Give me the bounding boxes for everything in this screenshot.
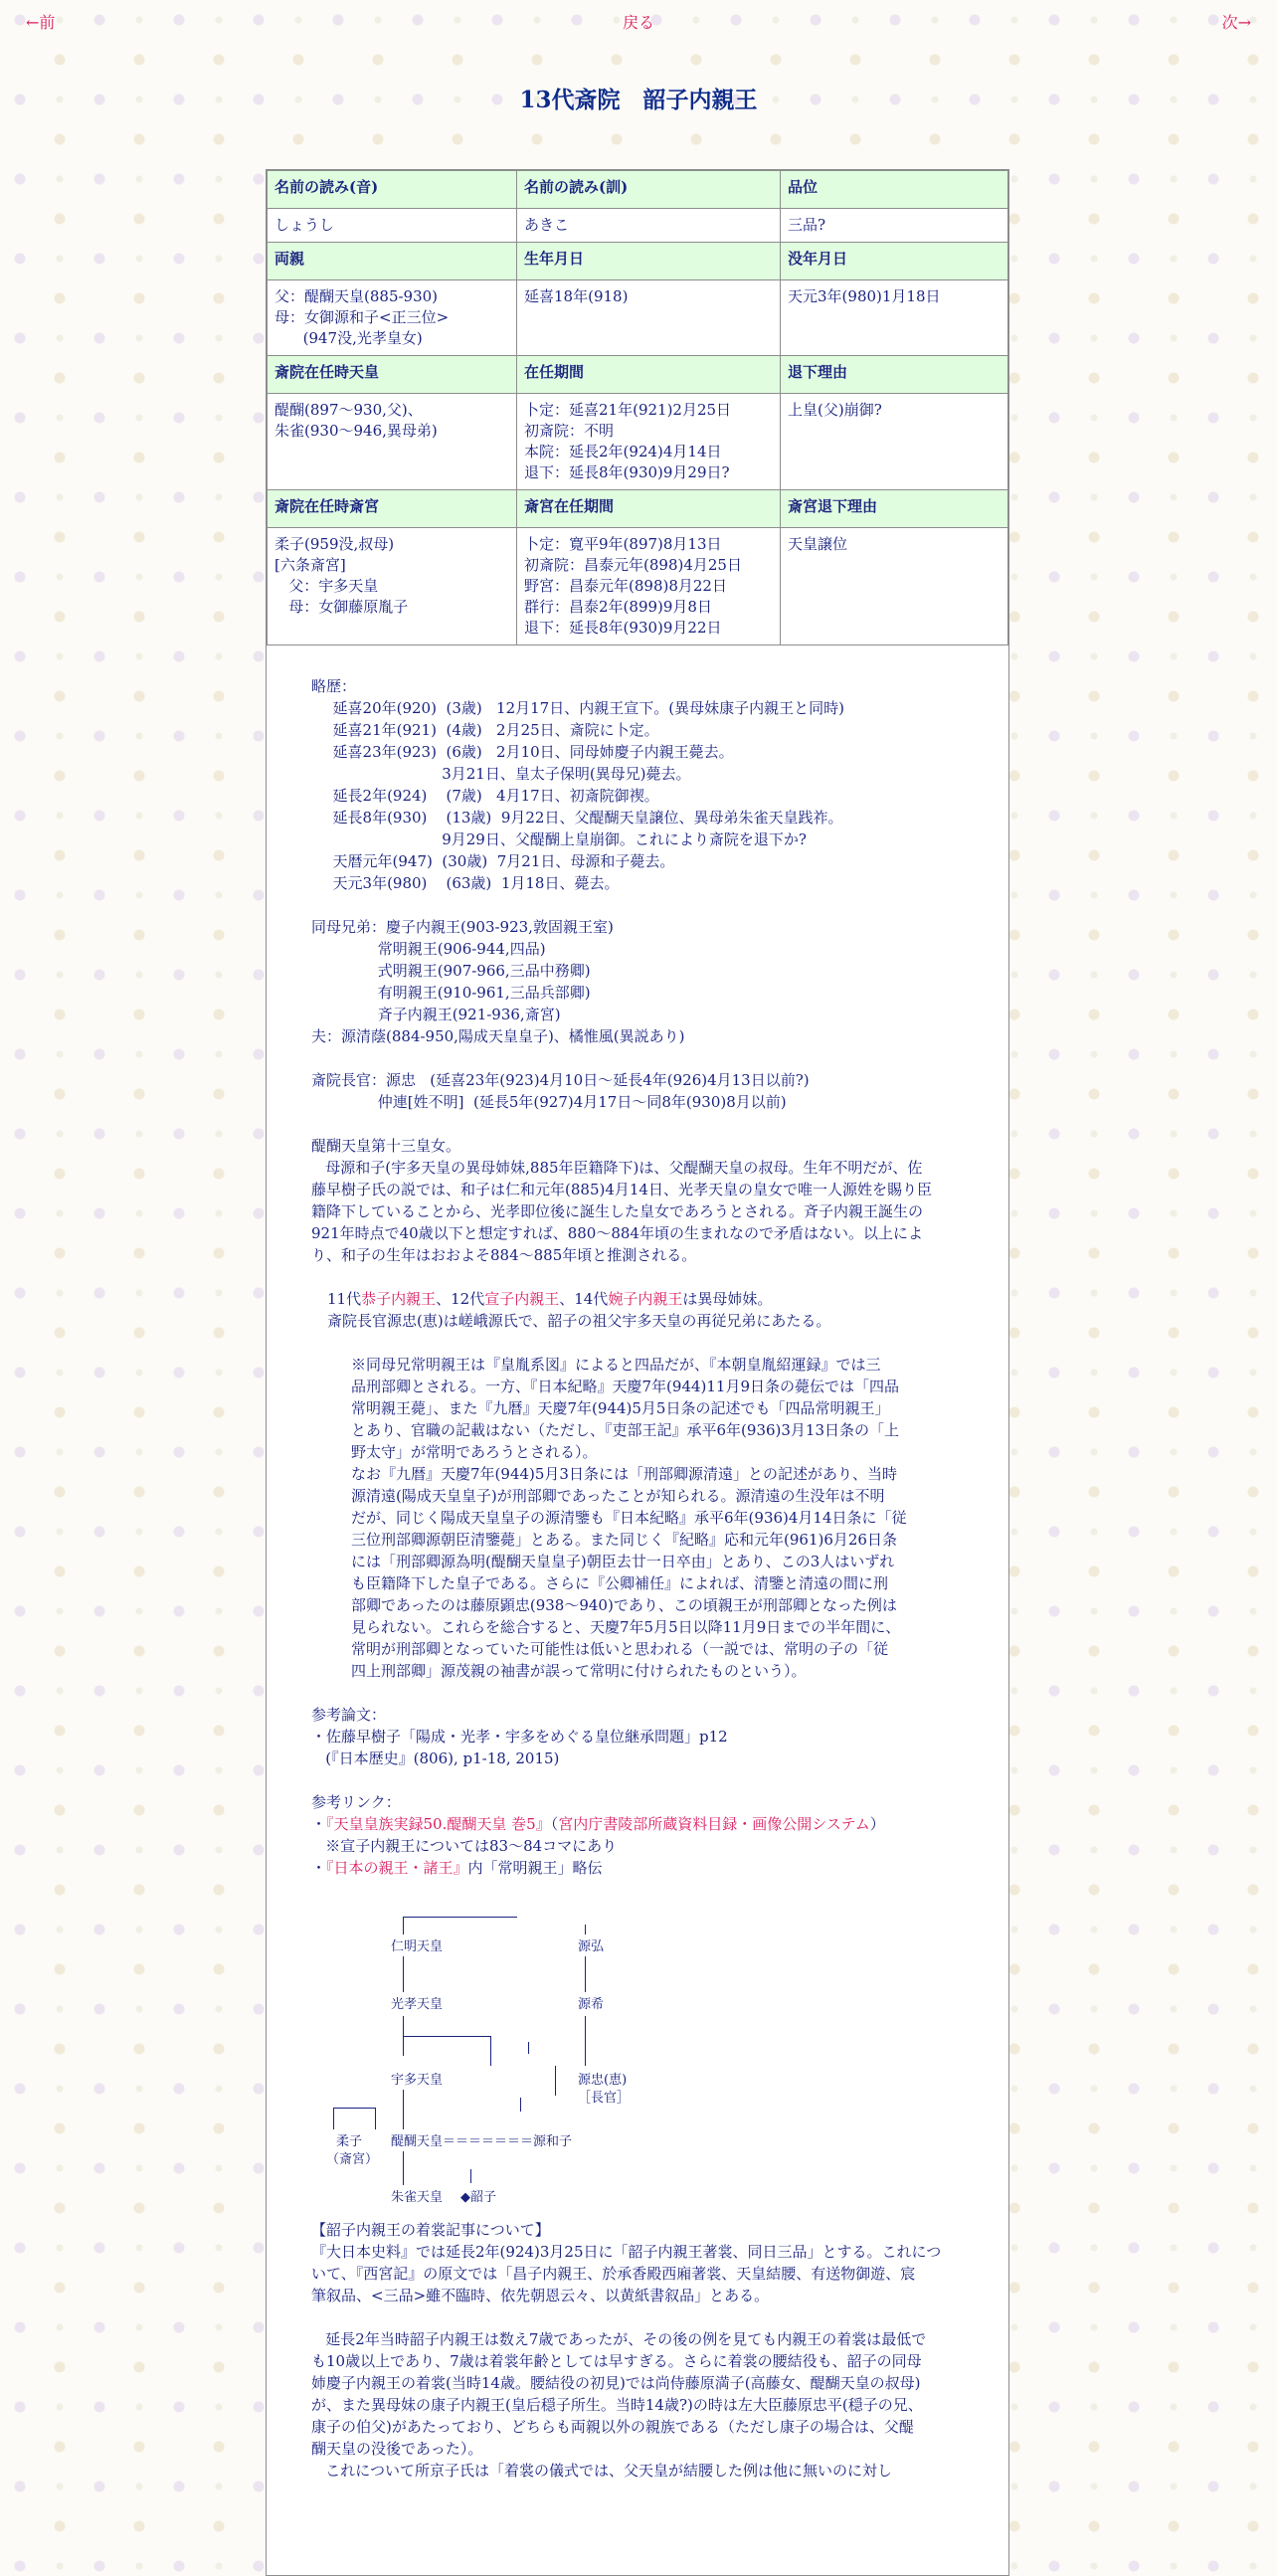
table-row [268,280,1008,356]
sibling-line: 夫：源清蔭(884-950,陽成天皇皇子)、橘惟風(異説あり) [311,1027,685,1045]
mogi-line: 『大日本史料』では延長2年(924)3月25日に「韶子内親王著裳、同日三品」とする。これにつ [311,2243,942,2261]
link-shinnou[interactable]: 『日本の親王・諸王』 [326,1859,468,1877]
sibling-line: 常明親王(906-944,四品) [311,940,546,958]
mogi-line: 筆叙品、<三品>雖不臨時、依先朝恩云々、以黄紙書叙品」とある。 [311,2287,770,2304]
links-heading: 参考リンク： [311,1793,401,1811]
link-note: ※宣子内親王については83～84コマにあり [311,1837,618,1855]
table-header-cell: 名前の読み(訓) [517,171,781,209]
tree-daigo: 醍醐天皇＝＝＝＝＝＝＝源和子 [391,2134,573,2149]
tree-shoushi: ◆韶子 [460,2190,496,2205]
table-header-cell: 斎宮在任期間 [517,490,781,528]
tree-genkou: 源弘 [578,1939,605,1954]
history-line: 延喜23年(923) (6歳) 2月10日、同母姉慶子内親王薨去。 [323,743,734,761]
bio-line: 籍降下していることから、光孝即位後に誕生した皇女であろうとされる。斉子内親王誕生の [311,1202,924,1220]
ref-line: (『日本歴史』(806), p1-18, 2015) [311,1749,560,1767]
main-text: 略歴： 延喜20年(920) (3歳) 12月17日、内親王宣下。(異母妹康子内親王と同時) 延喜21年(921) (4歳) 2月25日、斎院に卜定。 延喜23年(923) (6歳) 2月10日、同母姉慶子内親王薨去。 3月21日、皇太子保明(異母兄)薨去。 延長2年(924) (7歳) 4月17日、初斎院御禊。 延長8年(930) (13歳) 9月22日、父醍醐天皇譲位、異母弟朱雀天皇践祚。 9月29日、父醍醐上皇崩御。これにより斎院を退下か? 天暦元年(947) (30歳) 7月21日、母源和子薨去。 天元3年(980) (63歳) 1月18日、薨去。 同母兄弟：慶子内親王(903-923,敦固親王室) 常明親王(906-944,四品) 式明親王(907-966,三品中務卿) 有明親王(910-961,三品兵部卿) 斉子内親王(921-936,斎宮) 夫：源清蔭(884-950,陽成天皇皇子)、橘惟風(異説あり) 斎院長官：源忠 (延喜23年(923)4月10日～延長4年(926)4月13日以前?) 仲連[姓不明] (延長5年(927)4月17日～同8年(930)8月以前) 醍醐天皇第十三皇女。 母源和子(宇多天皇の異母姉妹,885年臣籍降下)は、父醍醐天皇の叔母。生年不明だが、佐 藤早樹子氏の説では、和子は仁和元年(885)4月14日、光孝天皇の皇女で唯一人源姓を賜り臣 籍降下していることから、光孝即位後に誕生した皇女であろうとされる。斉子内親王誕生の 921年時点で40歳以下と想定すれば、880～884年頃の生まれなので矛盾はない。以上によ り、和子の生年はおおよそ884～885年頃と推測される。 11代恭子内親王、12代宣子内親王、14代婉子内親王は異母姉妹。 斎院長官源忠(恵)は嵯峨源氏で、韶子の祖父宇多天皇の再従兄弟にあたる。 ※同母兄常明親王は『皇胤系図』によると四品だが、『本朝皇胤紹運録』では三 品刑部卿とされる。一方、『日本紀略』天慶7年(944)11月9日条の薨伝では「四品 常明親王薨」、また『九暦』天慶7年(944)5月5日条の記述でも「四品常明親王」 とあり、官職の記載はない（ただし、『吏部王記』承平6年(936)3月13日条の「上 野太守」が常明であろうとされる）。 なお『九暦』天慶7年(944)5月3日条には「刑部卿源清遠」との記述があり、当時 源清遠(陽成天皇皇子)が刑部卿であったことが知られる。源清遠の生没年は不明 だが、同じく陽成天皇皇子の源清鑒も『日本紀略』承平6年(936)4月14日条に「従 三位刑部卿源朝臣清鑒薨」とある。また同じく『紀略』応和元年(961)6月26日条 には「刑部卿源為明(醍醐天皇皇子)朝臣去廿一日卒由」とあり、この3人はいずれ も臣籍降下した皇子である。さらに『公卿補任』によれば、清鑒と清遠の間に刑 部卿であったのは藤原顕忠(938～940)であり、この頃親王が刑部卿となった例は 見られない。これらを総合すると、天慶7年5月5日以降11月9日までの半年間に、 常明が刑部卿となっていた可能性は低いと思われる（一説では、常明の子の「従 四上刑部卿」源茂親の袖書が誤って常明に付けられたものという）。 参考論文： ・佐藤早樹子「陽成・光孝・宇多をめぐる皇位継承問題」p12 (『日本歴史』(806), p1-18, 2015) 参考リンク： ・『天皇皇族実録50.醍醐天皇 巻5』（宮内庁書陵部所蔵資料目録・画像公開システム） ※宣子内親王については83～84コマにあり ・『日本の親王・諸王』内「常明親王」略伝 仁明天皇 源弘 光孝天皇 源希 宇多天皇 源忠(恵) ［長官］ 柔子 （斎宮） 醍醐天皇＝＝＝＝＝＝＝源和子 朱雀天皇 ◆韶子 【韶子内親王の着裳記事について】 『大日本史料』では延長2年(924)3月25日に「韶子内親王著裳、同日三品」とする。これにつ いて、『西宮記』の原文では「昌子内親王、於承香殿西廂著裳、天皇結腰、有送物御遊、宸 筆叙品、<三品>雖不臨時、依先朝恩云々、以黄紙書叙品」とある。 延長2年当時韶子内親王は数え7歳であったが、その後の例を見ても内親王の着裳は最低で も10歳以上であり、7歳は着裳年齢としては早すぎる。さらに着裳の腰結役も、韶子の同母 姉慶子内親王の着裳(当時14歳。腰結役の初見)では尚侍藤原満子(高藤女、醍醐天皇の叔母) が、また異母妹の康子内親王(皇后穏子所生。当時14歳?)の時は左大臣藤原忠平(穏子の兄、 康子の伯父)があたっており、どちらも両親以外の親族である（ただし康子の場合は、父醍 醐天皇の没後であった）。 これについて所京子氏は「着裳の儀式では、父天皇が結腰した例は他に無いのに対し [267,645,1008,2482]
table-row [268,243,1008,280]
tree-juushi: 柔子 [336,2134,363,2149]
bio-line: 藤早樹子氏の説では、和子は仁和元年(885)4月14日、光孝天皇の皇女で唯一人源姓を賜り臣 [311,1181,932,1198]
relation-line-2: 斎院長官源忠(恵)は嵯峨源氏で、韶子の祖父宇多天皇の再従兄弟にあたる。 [327,1312,831,1330]
tree-saigu: （斎宮） [326,2152,379,2167]
mogi-line: 康子の伯父)があたっており、どちらも両親以外の親族である（ただし康子の場合は、父醍 [311,2418,914,2436]
table-header-cell: 退下理由 [781,356,1008,394]
note-line: とあり、官職の記載はない（ただし、『吏部王記』承平6年(936)3月13日条の「上 [351,1421,900,1439]
siblings-list [311,916,969,1047]
note-line: 常明親王薨」、また『九暦』天慶7年(944)5月5日条の記述でも「四品常明親王」 [351,1399,890,1417]
mogi-line: も10歳以上であり、7歳は着裳年齢としては早すぎる。さらに着裳の腰結役も、韶子の同母 [311,2352,922,2370]
table-row [268,490,1008,528]
table-header-cell: 在任期間 [517,356,781,394]
link-senshi[interactable]: 宣子内親王 [484,1290,560,1308]
refs-list [311,1726,969,1769]
sibling-line: 有明親王(910-961,三品兵部卿) [311,984,591,1002]
table-row [268,356,1008,394]
link-jitsuroku[interactable]: 『天皇皇族実録50.醍醐天皇 巻5』 [326,1815,551,1833]
tree-tadashi: 源忠(恵) [578,2073,628,2088]
table-row [268,209,1008,243]
table-header-cell: 斎院在任時斎宮 [268,490,517,528]
mogi-heading: 【韶子内親王の着裳記事について】 [311,2221,550,2239]
note-block [311,1354,969,1682]
table-row [268,528,1008,645]
mogi-line: 姉慶子内親王の着裳(当時14歳。腰結役の初見)では尚侍藤原満子(高藤女、醍醐天皇の叔母) [311,2374,921,2392]
note-line: 源清遠(陽成天皇皇子)が刑部卿であったことが知られる。源清遠の生没年は不明 [351,1487,885,1505]
note-line: 三位刑部卿源朝臣清鑒薨」とある。また同じく『紀略』応和元年(961)6月26日条 [351,1531,897,1549]
back-link[interactable]: 戻る [623,13,655,32]
tree-uda: 宇多天皇 [391,2073,444,2088]
table-cell: 天元3年(980)1月18日 [781,280,1008,356]
history-line: 3月21日、皇太子保明(異母兄)薨去。 [323,765,691,783]
sibling-line: 斉子内親王(921-936,斎宮) [311,1006,561,1023]
tree-koukou: 光孝天皇 [391,1997,444,2012]
note-line: 野太守」が常明であろうとされる）。 [351,1443,598,1461]
table-cell: 父：醍醐天皇(885-930) 母：女御源和子<正三位> (947没,光孝皇女) [268,280,517,356]
sibling-line: 同母兄弟：慶子内親王(903-923,敦固親王室) [311,918,614,936]
bio-line: 母源和子(宇多天皇の異母姉妹,885年臣籍降下)は、父醍醐天皇の叔母。生年不明だが、佐 [311,1159,923,1177]
history-list [311,697,969,894]
table-header-cell: 生年月日 [517,243,781,280]
table-cell: 醍醐(897～930,父)、 朱雀(930～946,異母弟) [268,394,517,490]
history-heading: 略歴： [311,677,357,695]
table-header-cell: 品位 [781,171,1008,209]
bio-line: 921年時点で40歳以下と想定すれば、880～884年頃の生まれなので矛盾はない。以上によ [311,1224,923,1242]
note-line: には「刑部卿源為明(醍醐天皇皇子)朝臣去廿一日卒由」とあり、この3人はいずれ [351,1553,895,1570]
table-header-cell: 名前の読み(音) [268,171,517,209]
profile-table [267,170,1008,645]
table-row [268,171,1008,209]
relation-text: 11代恭子内親王、12代宣子内親王、14代婉子内親王は異母姉妹。 斎院長官源忠(恵)は嵯峨源氏で、韶子の祖父宇多天皇の再従兄弟にあたる。 [311,1288,969,1332]
table-cell: 柔子(959没,叔母) [六条斎宮] 父：宇多天皇 母：女御藤原胤子 [268,528,517,645]
official-line: 斎院長官：源忠 (延喜23年(923)4月10日～延長4年(926)4月13日以前?) [311,1071,810,1089]
history-line: 延喜21年(921) (4歳) 2月25日、斎院に卜定。 [323,721,659,739]
note-line: も臣籍降下した皇子である。さらに『公卿補任』によれば、清鑒と清遠の間に刑 [351,1574,889,1592]
history-line: 天暦元年(947) (30歳) 7月21日、母源和子薨去。 [323,852,675,870]
tree-choukan: ［長官］ [578,2091,631,2106]
genealogy-tree [311,1899,969,2205]
mogi-text-2 [311,2328,969,2482]
link-shoryobu[interactable]: 宮内庁書陵部所蔵資料目録・画像公開システム [558,1815,870,1833]
table-header-cell: 没年月日 [781,243,1008,280]
note-line: 四上刑部卿」源茂親の袖書が誤って常明に付けられたものという）。 [351,1662,807,1680]
table-cell: 天皇譲位 [781,528,1008,645]
page-title: 13代斎院 韶子内親王 [519,87,758,113]
table-header-cell: 斎院在任時天皇 [268,356,517,394]
mogi-line: が、また異母妹の康子内親王(皇后穏子所生。当時14歳?)の時は左大臣藤原忠平(穏子の兄、 [311,2396,923,2414]
mogi-text [311,2241,969,2306]
official-line: 仲連[姓不明] (延長5年(927)4月17日～同8年(930)8月以前) [311,1093,787,1111]
refs-heading: 参考論文： [311,1706,387,1724]
table-row [268,394,1008,490]
tree-suzaku: 朱雀天皇 [391,2190,444,2205]
mogi-line: これについて所京子氏は「着裳の儀式では、父天皇が結腰した例は他に無いのに対し [311,2462,893,2480]
table-cell: しょうし [268,209,517,243]
mogi-line: 醐天皇の没後であった）。 [311,2440,483,2458]
history-line: 延喜20年(920) (3歳) 12月17日、内親王宣下。(異母妹康子内親王と同時) [323,699,844,717]
link-kyoushi[interactable]: 恭子内親王 [361,1290,437,1308]
prev-link[interactable]: ←前 [26,13,56,32]
table-cell: あきこ [517,209,781,243]
note-line: なお『九暦』天慶7年(944)5月3日条には「刑部卿源清遠」との記述があり、当時 [351,1465,897,1483]
tree-genki: 源希 [578,1997,605,2012]
note-line: 常明が刑部卿となっていた可能性は低いと思われる（一説では、常明の子の「従 [351,1640,889,1658]
mogi-line: 延長2年当時韶子内親王は数え7歳であったが、その後の例を見ても内親王の着裳は最低で [311,2330,927,2348]
mogi-line: いて、『西宮記』の原文では「昌子内親王、於承香殿西廂著裳、天皇結腰、有送物御遊、宸 [311,2265,916,2283]
table-cell: 延喜18年(918) [517,280,781,356]
sibling-line: 式明親王(907-966,三品中務卿) [311,962,591,980]
table-cell: 卜定：延喜21年(921)2月25日 初斎院：不明 本院：延長2年(924)4月14日 退下：延長8年(930)9月29日? [517,394,781,490]
officials-list [311,1069,969,1113]
biography [311,1135,969,1266]
table-header-cell: 斎宮退下理由 [781,490,1008,528]
table-cell: 卜定：寛平9年(897)8月13日 初斎院：昌泰元年(898)4月25日 野宮：昌泰元年(898)8月22日 群行：昌泰2年(899)9月8日 退下：延長8年(930)9月22日 [517,528,781,645]
note-line: 見られない。これらを総合すると、天慶7年5月5日以降11月9日までの半年間に、 [351,1618,901,1636]
tree-ninmyo: 仁明天皇 [391,1939,444,1954]
link-enshi[interactable]: 婉子内親王 [608,1290,683,1308]
table-cell: 上皇(父)崩御? [781,394,1008,490]
history-line: 9月29日、父醍醐上皇崩御。これにより斎院を退下か? [323,830,807,848]
note-line: ※同母兄常明親王は『皇胤系図』によると四品だが、『本朝皇胤紹運録』では三 [351,1356,881,1374]
next-link[interactable]: 次→ [1221,13,1251,32]
table-cell: 三品? [781,209,1008,243]
mogi-section [311,2219,969,2482]
note-line: だが、同じく陽成天皇皇子の源清鑒も『日本紀略』承平6年(936)4月14日条に「従 [351,1509,907,1527]
table-header-cell: 両親 [268,243,517,280]
note-line: 部卿であったのは藤原顕忠(938～940)であり、この頃親王が刑部卿となった例は [351,1596,897,1614]
note-line: 品刑部卿とされる。一方、『日本紀略』天慶7年(944)11月9日条の薨伝では「四品 [351,1378,900,1395]
bio-line: 醍醐天皇第十三皇女。 [311,1137,461,1155]
history-line: 延長2年(924) (7歳) 4月17日、初斎院御禊。 [323,787,659,805]
content-panel [266,169,1009,2576]
history-line: 延長8年(930) (13歳) 9月22日、父醍醐天皇譲位、異母弟朱雀天皇践祚。 [323,809,843,827]
bio-line: り、和子の生年はおおよそ884～885年頃と推測される。 [311,1246,697,1264]
ref-line: ・佐藤早樹子「陽成・光孝・宇多をめぐる皇位継承問題」p12 [311,1728,728,1746]
history-line: 天元3年(980) (63歳) 1月18日、薨去。 [323,874,620,892]
